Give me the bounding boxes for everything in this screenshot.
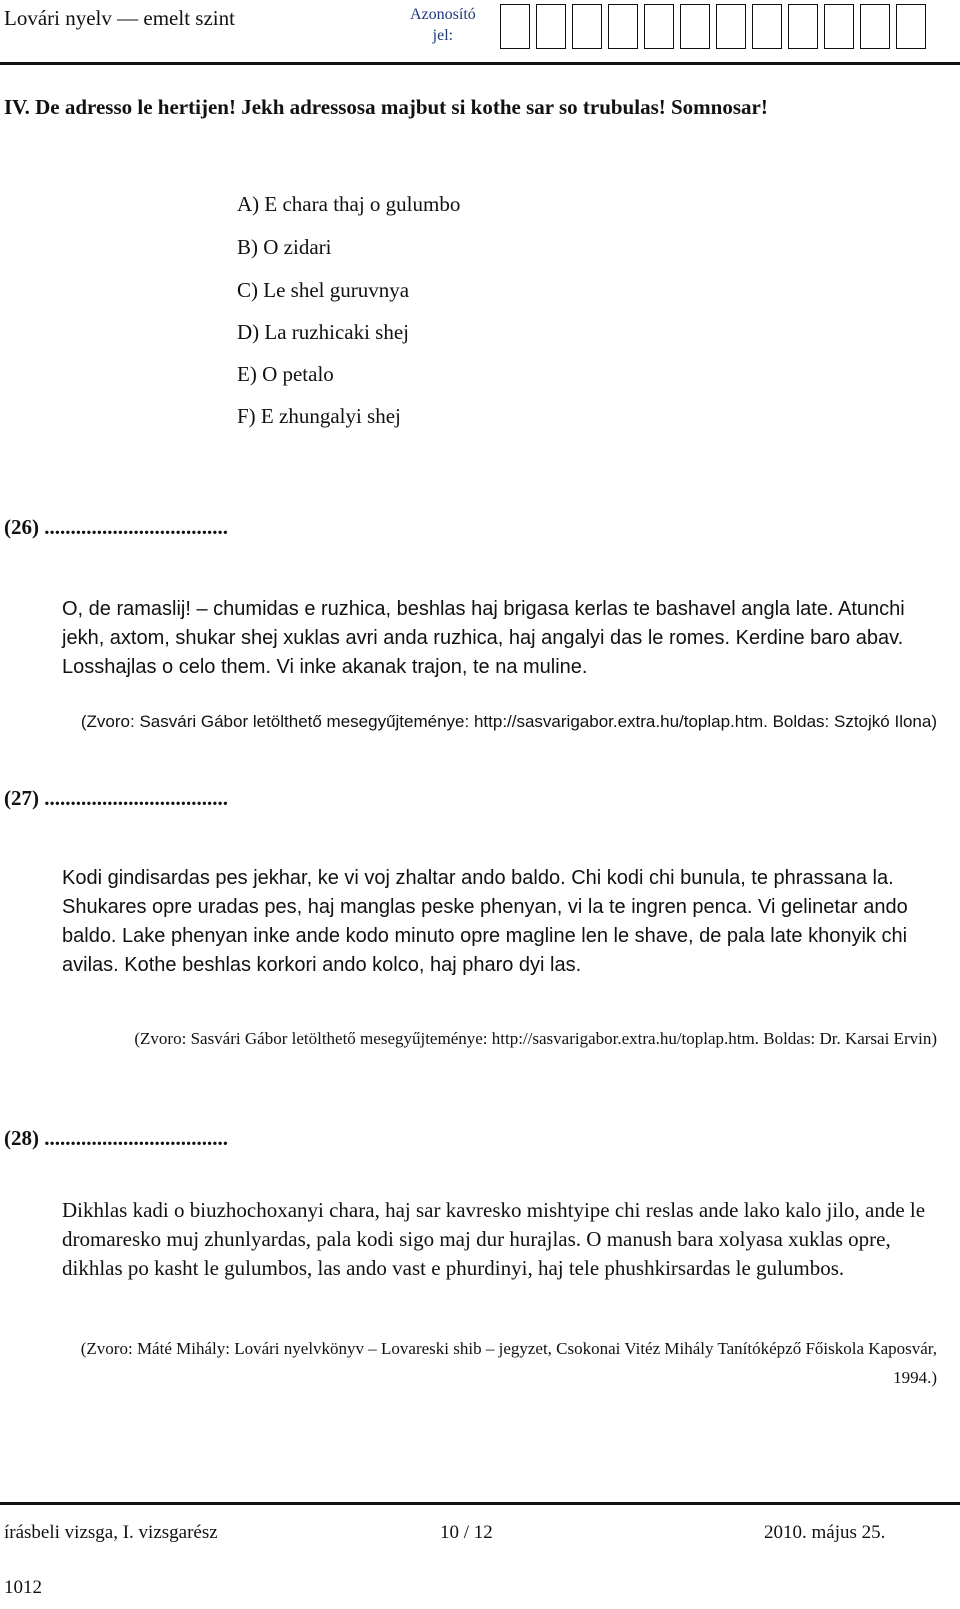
- identifier-box[interactable]: [788, 4, 818, 49]
- option-b: B) O zidari: [237, 235, 332, 259]
- footer-page-number: 10 / 12: [440, 1522, 493, 1543]
- source-26: (Zvoro: Sasvári Gábor letölthető mesegyűjteménye: http://sasvarigabor.extra.hu/toplap.htm. Boldas: Sztojkó Ilona): [80, 712, 937, 731]
- identifier-box[interactable]: [752, 4, 782, 49]
- header-title: Lovári nyelv — emelt szint: [4, 6, 235, 30]
- identifier-box[interactable]: [536, 4, 566, 49]
- identifier-box[interactable]: [860, 4, 890, 49]
- footer-exam-label: írásbeli vizsga, I. vizsgarész: [4, 1522, 218, 1543]
- identifier-box[interactable]: [824, 4, 854, 49]
- azonosito-label-line1: Azonosító: [410, 6, 476, 23]
- identifier-box[interactable]: [572, 4, 602, 49]
- header-divider: [0, 62, 960, 65]
- footer-divider: [0, 1502, 960, 1505]
- option-d: D) La ruzhicaki shej: [237, 320, 410, 344]
- identifier-box[interactable]: [500, 4, 530, 49]
- identifier-box[interactable]: [896, 4, 926, 49]
- answer-blank-28[interactable]: (28) ...................................: [4, 1126, 228, 1150]
- identifier-box[interactable]: [608, 4, 638, 49]
- answer-blank-27[interactable]: (27) ...................................: [4, 786, 228, 810]
- identifier-boxes: [500, 4, 932, 49]
- passage-28: Dikhlas kadi o biuzhochoxanyi chara, haj sar kavresko mishtyipe chi reslas ande lako kalo jilo, ande le dromaresko muj zhunlyardas, pala kodi sigo maj dur hurajlas. O manush bara xolyasa xuklas opre, dikhlas po kasht le gulumbos, las ando vast e phurdinyi, haj tele phushkirsardas le gulumbos.: [62, 1198, 926, 1280]
- option-a: A) E chara thaj o gulumbo: [237, 192, 461, 216]
- answer-blank-26[interactable]: (26) ...................................: [4, 515, 228, 539]
- azonosito-label: [410, 4, 476, 46]
- source-27: (Zvoro: Sasvári Gábor letölthető mesegyűjteménye: http://sasvarigabor.extra.hu/toplap.htm. Boldas: Dr. Karsai Ervin): [134, 1029, 937, 1048]
- identifier-box[interactable]: [716, 4, 746, 49]
- footer-date: 2010. május 25.: [764, 1522, 886, 1543]
- option-f: F) E zhungalyi shej: [237, 404, 401, 428]
- passage-27: Kodi gindisardas pes jekhar, ke vi voj zhaltar ando baldo. Chi kodi chi bunula, te phrassana la. Shukares opre uradas pes, haj manglas peske phenyan, vi la te ingren penca. Vi gelinetar ando baldo. Lake phenyan inke ande kodo minuto opre magline len le shave, de pala late khonyik chi avilas. Kothe beshlas korkori ando kolco, haj pharo dyi las.: [62, 867, 908, 976]
- option-e: E) O petalo: [237, 362, 334, 386]
- source-28: (Zvoro: Máté Mihály: Lovári nyelvkönyv – Lovareski shib – jegyzet, Csokonai Vitéz Mihály Tanítóképző Főiskola Kaposvár, 1994.): [80, 1339, 937, 1387]
- option-c: C) Le shel guruvnya: [237, 278, 410, 302]
- task-title: IV. De adresso le hertijen! Jekh adressosa majbut si kothe sar so trubulas! Somnosar!: [4, 95, 768, 119]
- identifier-box[interactable]: [644, 4, 674, 49]
- footer-code: 1012: [4, 1577, 42, 1598]
- identifier-box[interactable]: [680, 4, 710, 49]
- passage-26: O, de ramaslij! – chumidas e ruzhica, beshlas haj brigasa kerlas te bashavel angla late. Atunchi jekh, axtom, shukar shej xuklas avri anda ruzhica, haj angalyi das le romes. Kerdine baro abav. Losshajlas o celo them. Vi inke akanak trajon, te na muline.: [62, 598, 905, 678]
- azonosito-label-line2: jel:: [432, 27, 454, 44]
